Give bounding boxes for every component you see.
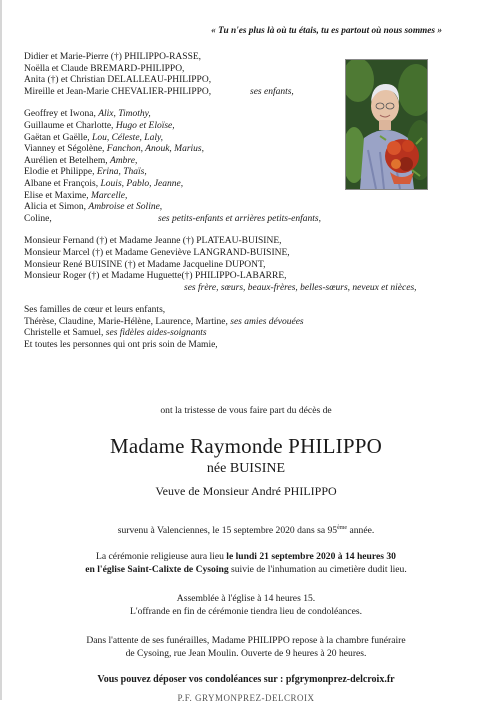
friends-line: Christelle et Samuel, ses fidèles aides-soignants: [24, 328, 207, 339]
grandchild-line: Vianney et Ségolène, Fanchon, Anouk, Marius,: [24, 144, 204, 155]
epigraph-quote: « Tu n'es plus là où tu étais, tu es partout où nous sommes »: [211, 26, 442, 36]
children-label: ses enfants,: [250, 86, 294, 97]
grandchild-line: Alicia et Simon, Ambroise et Soline,: [24, 202, 163, 213]
rest-line: Dans l'attente de ses funérailles, Madame PHILIPPO repose à la chambre funéraire: [86, 635, 406, 646]
family-line: Noëlla et Claude BREMARD-PHILIPPO,: [24, 63, 185, 74]
deceased-name: Madame Raymonde PHILIPPO: [110, 434, 382, 458]
grandchild-line: Guillaume et Charlotte, Hugo et Eloïse,: [24, 120, 175, 131]
friends-label: ses amies dévouées: [230, 316, 304, 327]
announcement-intro: ont la tristesse de vous faire part du décès de: [160, 405, 332, 416]
grandchildren-label: ses petits-enfants et arrières petits-enfants,: [158, 213, 321, 224]
sibling-line: Monsieur Fernand (†) et Madame Jeanne (†) PLATEAU-BUISINE,: [24, 236, 282, 247]
sibling-line: Monsieur René BUISINE (†) et Madame Jacqueline DUPONT,: [24, 259, 266, 270]
siblings-label: ses frère, sœurs, beaux-frères, belles-sœurs, neveux et nièces,: [184, 282, 417, 293]
offering-line: L'offrande en fin de cérémonie tiendra lieu de condoléances.: [130, 606, 362, 617]
sibling-label-line: [24, 283, 464, 295]
sibling-line: Monsieur Roger (†) et Madame Huguette(†) PHILIPPO-LABARRE,: [24, 271, 287, 282]
funeral-home-footer: P.F. GRYMONPREZ-DELCROIX: [177, 693, 315, 703]
grandchild-line: Geoffrey et Iwona, Alix, Timothy,: [24, 109, 151, 120]
assembly-line: Assemblée à l'église à 14 heures 15.: [176, 593, 316, 604]
grandchild-line: Albane et François, Louis, Pablo, Jeanne,: [24, 178, 184, 189]
widow-of: Veuve de Monsieur André PHILIPPO: [155, 484, 337, 498]
friends-line: Ses familles de cœur et leurs enfants,: [24, 305, 166, 316]
grandchild-line: Elise et Maxime, Marcelle,: [24, 190, 128, 201]
condolences-line: Vous pouvez déposer vos condoléances sur : pfgrymonprez-delcroix.fr: [97, 674, 395, 685]
spacer: [24, 225, 464, 236]
maiden-name: née BUISINE: [206, 461, 286, 476]
carers-label: ses fidèles aides-soignants: [105, 328, 207, 339]
friends-line: Et toutes les personnes qui ont pris soin de Mamie,: [24, 340, 218, 351]
grandchild-line: Aurélien et Betelhem, Ambre,: [24, 155, 138, 166]
spacer: [24, 294, 464, 305]
ceremony-line: en l'église Saint-Calixte de Cysoing suivie de l'inhumation au cimetière dudit lieu.: [85, 564, 407, 575]
ceremony-line: La cérémonie religieuse aura lieu le lundi 21 septembre 2020 à 14 heures 30: [96, 551, 396, 562]
family-list: [24, 52, 464, 352]
grandchild-line: Elodie et Philippe, Erina, Thaïs,: [24, 167, 147, 178]
sibling-line: Monsieur Marcel (†) et Madame Geneviève LANGRAND-BUISINE,: [24, 247, 290, 258]
grandchild-line: Gaëtan et Gaëlle, Lou, Céleste, Laly,: [24, 132, 164, 143]
family-line: Didier et Marie-Pierre (†) PHILIPPO-RASSE,: [24, 52, 202, 62]
grandchild-line: Coline, ses petits-enfants et arrières petits-enfants,: [24, 213, 321, 224]
family-line: Mireille et Jean-Marie CHEVALIER-PHILIPPO, ses enfants,: [24, 86, 294, 97]
friends-line: Thérèse, Claudine, Marie-Hélène, Laurence, Martine, ses amies dévouées: [24, 316, 304, 327]
rest-line: de Cysoing, rue Jean Moulin. Ouverte de 9 heures à 20 heures.: [125, 648, 367, 659]
death-details: survenu à Valenciennes, le 15 septembre 2020 dans sa 95ème année.: [117, 524, 375, 536]
spacer: [24, 98, 464, 109]
family-line: Anita (†) et Christian DELALLEAU-PHILIPPO,: [24, 75, 212, 86]
